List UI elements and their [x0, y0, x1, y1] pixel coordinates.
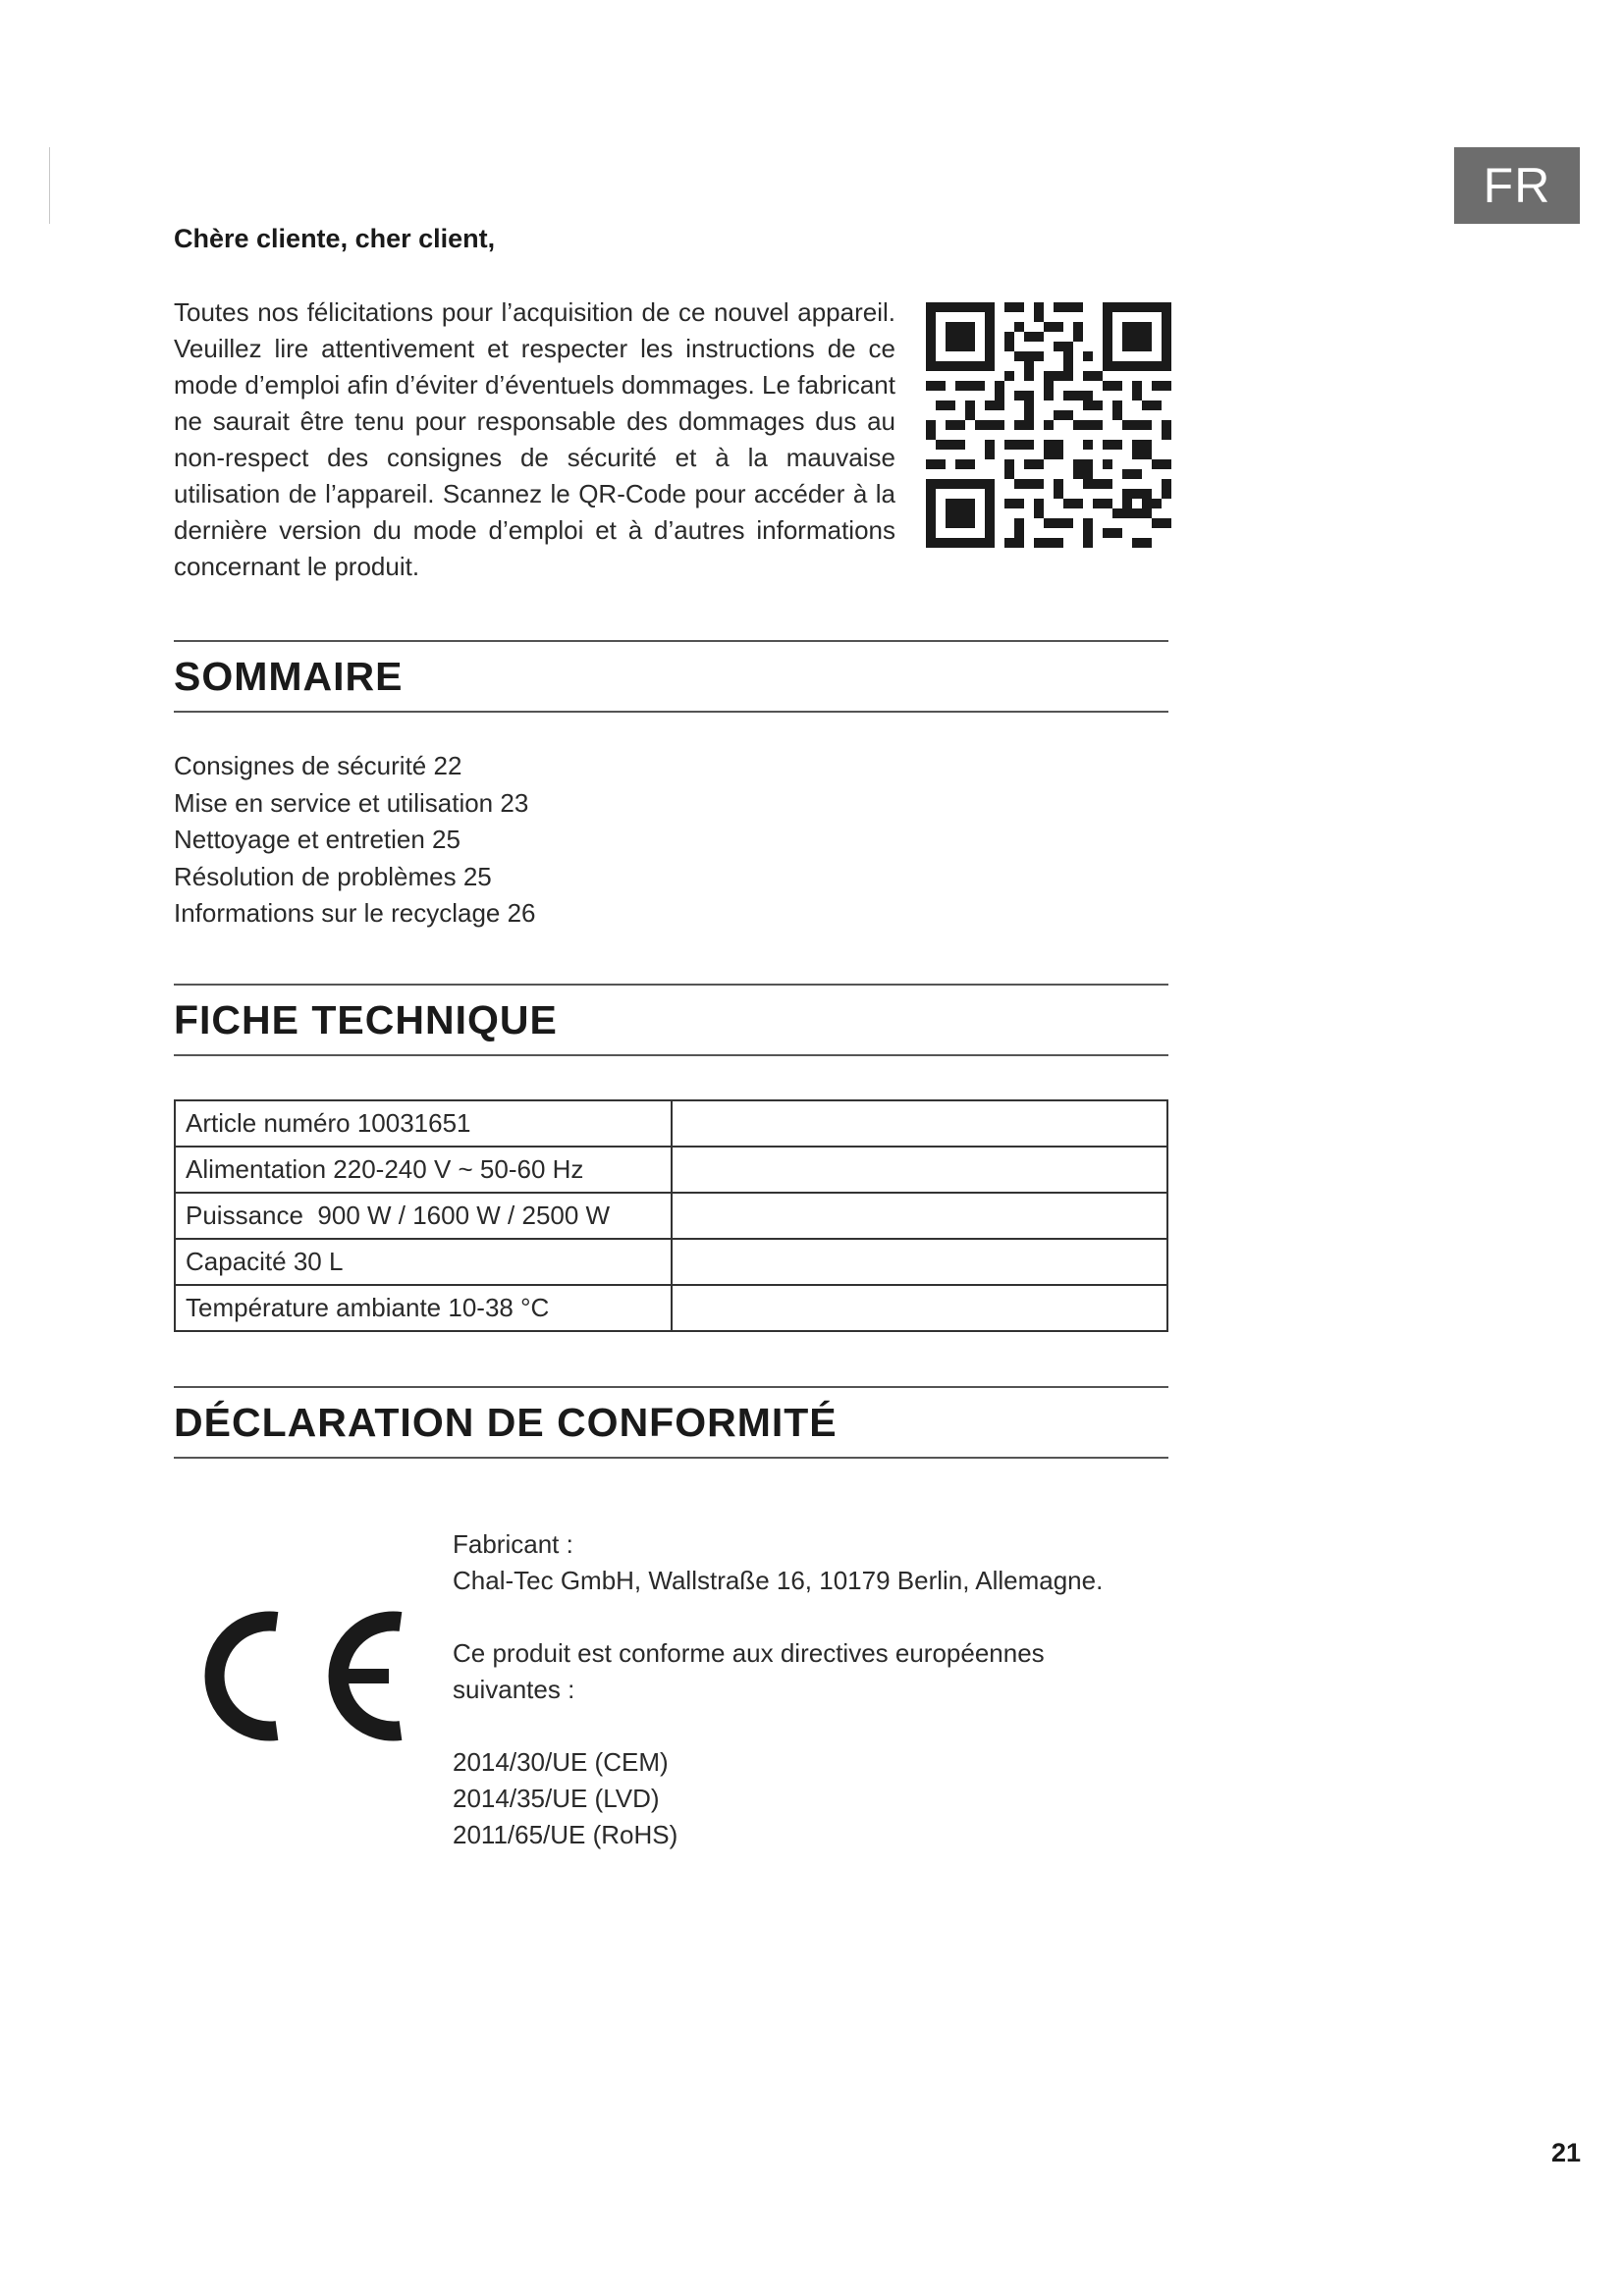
directives-heading: Ce produit est conforme aux directives européennes suivantes :	[453, 1638, 1045, 1704]
table-row	[175, 1239, 1167, 1285]
spec-cell: Capacité 30 L	[175, 1239, 672, 1285]
intro-paragraph: Toutes nos félicitations pour l’acquisition de ce nouvel appareil. Veuillez lire attentivement et respecter les instructions de ce mode d’emploi afin d’éviter d’éventuels dommages. Le fabricant ne saurait être tenu pour responsable des dommages dus au non-respect des consignes de sécurité et à la mauvaise utilisation de l’appareil. Scannez le QR-Code pour accéder à la dernière version du mode d’emploi et à d’autres informations concernant le produit.	[174, 297, 895, 581]
margin-rule	[49, 147, 50, 224]
spec-value-cell	[672, 1239, 1168, 1285]
page-number: 21	[1550, 2138, 1581, 2167]
table-row	[175, 1193, 1167, 1239]
spec-value-cell	[672, 1193, 1168, 1239]
spec-cell: Puissance 900 W / 1600 W / 2500 W	[175, 1193, 672, 1239]
directive-item: 2014/30/UE (CEM)	[453, 1747, 669, 1777]
spec-value-cell	[672, 1285, 1168, 1331]
table-of-contents	[174, 748, 536, 933]
toc-item[interactable]: Nettoyage et entretien 25	[174, 825, 460, 854]
toc-item[interactable]: Résolution de problèmes 25	[174, 861, 492, 891]
specs-table	[174, 1099, 1168, 1332]
spec-cell: Température ambiante 10-38 °C	[175, 1285, 672, 1331]
spec-value-cell	[672, 1100, 1168, 1147]
spec-cell: Alimentation 220-240 V ~ 50-60 Hz	[175, 1147, 672, 1193]
toc-item[interactable]: Mise en service et utilisation 23	[174, 787, 529, 818]
manufacturer-address: Chal-Tec GmbH, Wallstraße 16, 10179 Berlin, Allemagne.	[453, 1566, 1104, 1595]
toc-item[interactable]: Informations sur le recyclage 26	[174, 898, 536, 928]
language-tab: FR	[1454, 147, 1580, 224]
table-row	[175, 1147, 1167, 1193]
specs-heading: FICHE TECHNIQUE	[174, 984, 1168, 1056]
greeting: Chère cliente, cher client,	[174, 224, 496, 253]
toc-item[interactable]: Consignes de sécurité 22	[174, 751, 462, 780]
table-row	[175, 1100, 1167, 1147]
table-row	[175, 1285, 1167, 1331]
directive-item: 2011/65/UE (RoHS)	[453, 1820, 678, 1849]
directive-item: 2014/35/UE (LVD)	[453, 1784, 660, 1813]
ce-mark-icon	[192, 1595, 413, 1757]
spec-cell: Article numéro 10031651	[175, 1100, 672, 1147]
spec-value-cell	[672, 1147, 1168, 1193]
summary-heading: SOMMAIRE	[174, 640, 1168, 713]
manufacturer-label: Fabricant :	[453, 1529, 573, 1559]
conformity-heading: DÉCLARATION DE CONFORMITÉ	[174, 1386, 1168, 1459]
qr-code[interactable]	[926, 302, 1171, 548]
